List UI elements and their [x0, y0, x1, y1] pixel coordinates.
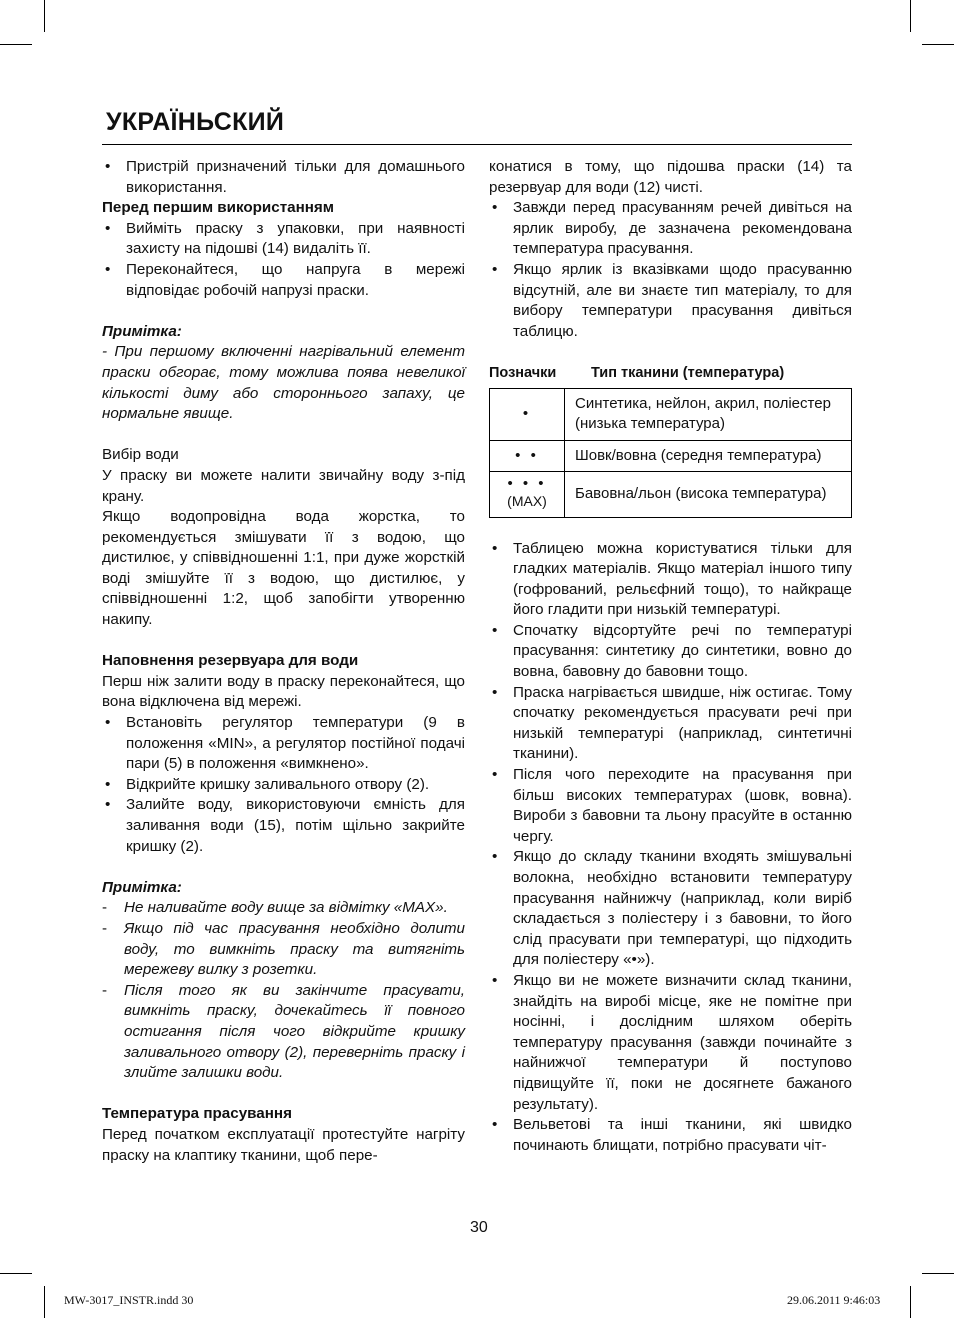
table-header-symbols: Позначки — [489, 364, 557, 381]
left-column — [102, 157, 465, 1166]
note-label: Примітка: — [102, 878, 182, 896]
note-label: Примітка: — [102, 322, 182, 340]
bullet-text: Якщо ярлик із вказівками щодо прасуванню відсутній, але ви знаєте тип матеріалу, то для вибору температури прасування дивіться таблицю. — [513, 260, 852, 340]
crop-mark — [44, 1286, 45, 1318]
bullet-text: Таблицею можна користуватися тільки для гладких матеріалів. Якщо матеріал іншого типу (гофрований, рельєфний тощо), то найкраще його гладити при низькій температурі. — [513, 539, 852, 619]
list-item: • Якщо ви не можете визначити склад тканини, знайдіть на виробі місце, яке не помітне при носінні, і дослідним шляхом оберіть температуру прасування (завжди починайте з найнижчої температури й поступово підвищуйте її, поки не досягнете бажаного результату). — [492, 971, 852, 1113]
footer-file: MW-3017_INSTR.indd 30 — [64, 1293, 194, 1307]
section-heading-fill: Наповнення резервуара для води — [102, 652, 359, 670]
bullet-text: Якщо ви не можете визначити склад тканини, знайдіть на виробі місце, яке не помітне при носінні, і дослідним шляхом оберіть температуру прасування (завжди починайте з найнижчої температури й поступово підвищуйте її, поки не досягнете бажаного результату). — [513, 971, 852, 1113]
bullet-text: Праска нагрівається швидше, ніж остигає. Тому спочатку рекомендується прасувати речі при низькій температурі (наприклад, синтетичні тканини). — [513, 683, 852, 763]
section-heading-first-use: Перед першим використанням — [102, 199, 335, 217]
bullet-text: Переконайтеся, що напруга в мережі відповідає робочій напрузі праски. — [126, 260, 465, 299]
symbol-cell — [490, 440, 565, 472]
fabric-cell: Бавовна/льон (висока температура) — [565, 472, 852, 518]
crop-mark — [0, 44, 32, 45]
title-rule — [102, 144, 852, 145]
list-item: • Пристрій призначений тільки для домашнього використання. — [105, 158, 465, 196]
section-heading-temp: Температура прасування — [102, 1105, 292, 1123]
paragraph: конатися в тому, що підошва праски (14) та резервуар для води (12) чисті. — [489, 158, 852, 196]
list-item: • Відкрийте кришку заливального отвору (2). — [105, 775, 430, 793]
paragraph: У праску ви можете налити звичайну воду з-під крану. — [102, 466, 465, 505]
bullet-text: Завжди перед прасуванням речей дивіться на ярлик виробу, де зазначена рекомендована температура прасування. — [513, 199, 852, 258]
paragraph: Перш ніж залити воду в праску переконайтеся, що вона відключена від мережі. — [102, 672, 465, 711]
crop-mark — [0, 1273, 32, 1274]
list-item: • Встановіть регулятор температури (9 в положення «MIN», а регулятор постійної подачі пари (5) в положення «вимкнено». — [105, 714, 465, 773]
crop-mark — [910, 1286, 911, 1318]
page-title: УКРАЇНЬСКИЙ — [106, 108, 285, 136]
crop-mark — [922, 1273, 954, 1274]
crop-mark — [910, 0, 911, 32]
note-text: - При першому включенні нагрівальний елемент праски обгорає, тому можлива поява невеликої кількості диму або стороннього запаху, це нормальне явище. — [102, 343, 465, 423]
bullet-text: Якщо до складу тканини входять змішувальні волокна, необхідно встановити температуру прасування найнижчу (наприклад, коли виріб складається з поліестеру і з бавовни, то його слід прасувати при температурі, що підходить для поліестеру «•»). — [513, 848, 852, 969]
bullet-text: Спочатку відсортуйте речі по температурі прасування: синтетику до синтетики, вовно до вовна, бавовну до бавовни тощо. — [513, 621, 852, 681]
table-header-fabric: Тип тканини (температура) — [591, 364, 785, 381]
list-item: • Якщо ярлик із вказівками щодо прасуванню відсутній, але ви знаєте тип матеріалу, то для вибору температури прасування дивіться таблицю. — [492, 260, 852, 340]
temperature-table — [489, 388, 852, 518]
list-item: • Таблицею можна користуватися тільки для гладких матеріалів. Якщо матеріал іншого типу (гофрований, рельєфний тощо), то найкраще його гладити при низькій температурі. — [492, 539, 852, 619]
right-column — [489, 157, 852, 1156]
list-item: • Залийте воду, використовуючи ємність для заливання води (15), потім щільно закрийте кришку (2). — [105, 796, 465, 855]
footer-timestamp: 29.06.2011 9:46:03 — [787, 1293, 881, 1307]
list-item: • Праска нагрівається швидше, ніж остигає. Тому спочатку рекомендується прасувати речі при низькій температурі (наприклад, синтетичні тканини). — [492, 683, 852, 763]
list-item: • Завжди перед прасуванням речей дивіться на ярлик виробу, де зазначена рекомендована температура прасування. — [492, 199, 852, 258]
bullet-text: Пристрій призначений тільки для домашнього використання. — [126, 158, 465, 196]
bullet-text: Після чого переходите на прасування при більш високих температурах (шовк, вовна). Вироби з бавовни та льону прасуйте в останню чергу. — [513, 766, 852, 845]
symbol-cell — [490, 472, 565, 518]
note-item-text: Після того як ви закінчите прасувати, вимкніть праску, дочекайтесь її повного остигання після чого відкрийте кришку заливального отвору (2), переверніть праску і злийте залишки води. — [124, 981, 465, 1082]
table-row — [490, 440, 852, 472]
table-row — [490, 388, 852, 440]
symbol-cell — [490, 388, 565, 440]
dot-symbol: • • • — [507, 475, 547, 493]
fabric-cell: Шовк/вовна (середня температура) — [565, 440, 852, 472]
table-header — [489, 363, 852, 384]
note-item: - Якщо під час прасування необхідно долити воду, то вимкніть праску та витягніть мережеву вилку з розетки. — [102, 919, 465, 979]
list-item: • Спочатку відсортуйте речі по температурі прасування: синтетику до синтетики, вовно до вовна, бавовну до бавовни тощо. — [492, 621, 852, 681]
list-item: • Після чого переходите на прасування при більш високих температурах (шовк, вовна). Вироби з бавовни та льону прасуйте в останню чергу. — [492, 766, 852, 845]
bullet-text: Встановіть регулятор температури (9 в положення «MIN», а регулятор постійної подачі пари (5) в положення «вимкнено». — [126, 714, 465, 773]
bullet-text: Вийміть праску з упаковки, при наявності захисту на підошві (14) видаліть її. — [126, 219, 465, 258]
list-item: • Вийміть праску з упаковки, при наявності захисту на підошві (14) видаліть її. — [105, 219, 465, 258]
dot-symbol: • • — [515, 447, 539, 465]
note-item-text: Не наливайте воду вище за відмітку «MAX». — [124, 899, 448, 917]
bullet-text: Залийте воду, використовуючи ємність для заливання води (15), потім щільно закрийте кришку (2). — [126, 796, 465, 855]
list-item: • Якщо до складу тканини входять змішувальні волокна, необхідно встановити температуру прасування найнижчу (наприклад, коли виріб складається з поліестеру і з бавовни, то його слід прасувати при температурі, що підходить для поліестеру «•»). — [492, 848, 852, 969]
bullet-text: Відкрийте кришку заливального отвору (2). — [126, 775, 430, 793]
water-choice-heading: Вибір води — [102, 446, 179, 464]
table-row — [490, 472, 852, 518]
note-item: - Після того як ви закінчите прасувати, вимкніть праску, дочекайтесь її повного остигання після чого відкрийте кришку заливального отвору (2), переверніть праску і злийте залишки води. — [102, 981, 465, 1082]
bullet-text: Вельветові та інші тканини, які швидко починають блищати, потрібно прасувати чіт- — [513, 1116, 852, 1154]
crop-mark — [44, 0, 45, 32]
list-item: • Переконайтеся, що напруга в мережі відповідає робочій напрузі праски. — [105, 260, 465, 299]
dot-symbol: • — [522, 405, 532, 423]
crop-mark — [922, 44, 954, 45]
page-number: 30 — [470, 1219, 488, 1236]
paragraph: Перед початком експлуатації протестуйте нагріту праску на клаптику тканини, щоб пере- — [102, 1125, 465, 1164]
max-label: (MAX) — [507, 493, 547, 510]
paragraph: Якщо водопровідна вода жорстка, то рекомендується змішувати її з водою, що дистилює, у співвідношенні 1:1, при дуже жорсткій воді змішуйте її з водою, що дистилює, у співвідношенні 1:2, щоб запобігти утворенню накипу. — [102, 508, 465, 629]
fabric-cell: Синтетика, нейлон, акрил, поліестер (низька температура) — [565, 388, 852, 440]
list-item: • Вельветові та інші тканини, які швидко починають блищати, потрібно прасувати чіт- — [492, 1116, 852, 1154]
note-item-text: Якщо під час прасування необхідно долити воду, то вимкніть праску та витягніть мережеву вилку з розетки. — [124, 919, 465, 979]
note-item: - Не наливайте воду вище за відмітку «MAX». — [102, 899, 448, 917]
